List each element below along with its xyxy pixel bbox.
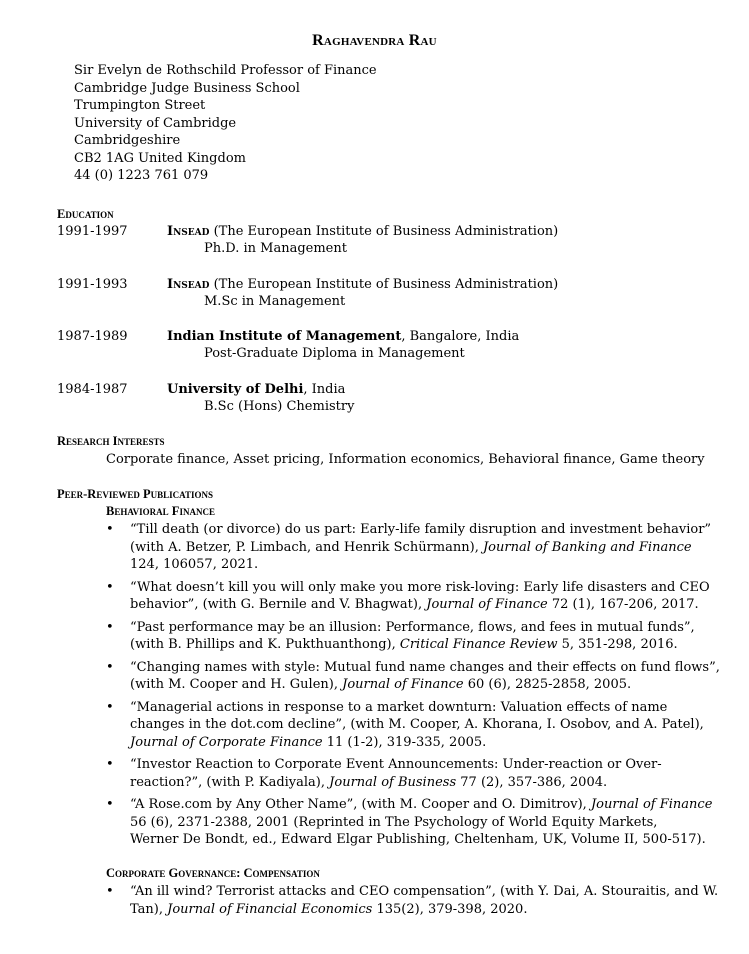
- bullet-icon: •: [106, 659, 114, 675]
- research-heading: Research Interests: [57, 434, 165, 448]
- pub-authors: reaction?”, (with P. Kadiyala),: [130, 774, 330, 790]
- pub-authors: changes in the dot.com decline”, (with M. Cooper, A. Khorana, I. Osobov, and A. Patel),: [130, 717, 704, 732]
- pub-journal: Journal of Financial Economics: [167, 901, 373, 917]
- list-item: [106, 659, 720, 694]
- bullet-icon: •: [106, 619, 114, 635]
- pub-details: 5, 351-298, 2016.: [557, 637, 678, 652]
- education-degree: B.Sc (Hons) Chemistry: [204, 399, 355, 414]
- corporate-governance-list: [106, 883, 719, 918]
- education-years: 1991-1997: [57, 224, 128, 239]
- bullet-icon: •: [106, 522, 114, 537]
- page-title: Raghavendra Rau: [312, 32, 437, 49]
- research-interests-text: Corporate finance, Asset pricing, Information economics, Behavioral finance, Game theory: [106, 452, 705, 467]
- pub-journal: Journal of Banking and Finance: [482, 539, 692, 555]
- pub-authors: behavior”, (with G. Bernile and V. Bhagwat),: [130, 597, 427, 612]
- education-entry: [57, 224, 697, 264]
- bullet-icon: •: [106, 579, 114, 595]
- pub-journal: Journal of Business: [329, 774, 457, 790]
- pub-journal: Journal of Finance: [342, 677, 464, 692]
- pub-journal: Journal of Corporate Finance: [130, 734, 323, 750]
- list-item: [106, 756, 706, 791]
- pub-details: Werner De Bondt, ed., Edward Elgar Publishing, Cheltenham, UK, Volume II, 500-517).: [130, 832, 706, 847]
- address-line: Sir Evelyn de Rothschild Professor of Finance: [74, 63, 377, 78]
- pub-details: 77 (2), 357-386, 2004.: [456, 774, 608, 790]
- institution-detail: , Bangalore, India: [401, 329, 520, 344]
- bullet-icon: •: [106, 699, 114, 715]
- corporate-governance-heading: Corporate Governance: Compensation: [106, 866, 320, 880]
- institution-detail: (The European Institute of Business Administration): [209, 224, 559, 239]
- education-institution: [167, 224, 558, 239]
- pub-journal: Journal of Finance: [426, 597, 548, 612]
- pub-details: 135(2), 379-398, 2020.: [372, 901, 528, 917]
- pub-title: “Investor Reaction to Corporate Event Announcements: Under-reaction or Over-: [130, 757, 662, 772]
- education-institution: [167, 329, 519, 344]
- list-item: [106, 619, 706, 654]
- institution-name: Insead: [167, 277, 210, 292]
- education-years: 1987-1989: [57, 329, 128, 344]
- pub-details: 124, 106057, 2021.: [130, 557, 259, 572]
- phone-number: 44 (0) 1223 761 079: [74, 168, 209, 183]
- pub-title: “Past performance may be an illusion: Performance, flows, and fees in mutual funds”,: [130, 619, 695, 635]
- education-entry: [57, 329, 697, 369]
- list-item: [106, 699, 706, 752]
- pub-title: “Changing names with style: Mutual fund name changes and their effects on fund flows”,: [130, 659, 720, 675]
- pub-details: 11 (1-2), 319-335, 2005.: [322, 734, 487, 750]
- behavioral-finance-list: [106, 521, 720, 849]
- list-item: [106, 521, 712, 574]
- pub-title: “What doesn’t kill you will only make you more risk-loving: Early life disasters and CEO: [130, 579, 710, 595]
- address-line: Cambridgeshire: [74, 133, 181, 148]
- institution-detail: (The European Institute of Business Administration): [209, 277, 559, 292]
- education-institution: [167, 277, 558, 292]
- education-heading: Education: [57, 207, 114, 221]
- pub-title: “An ill wind? Terrorist attacks and CEO compensation”, (with Y. Dai, A. Stouraitis, and W.: [130, 884, 719, 899]
- education-degree: Post-Graduate Diploma in Management: [204, 346, 465, 361]
- bullet-icon: •: [106, 757, 114, 772]
- pub-journal: Critical Finance Review: [399, 637, 558, 652]
- list-item: [106, 579, 710, 614]
- education-degree: M.Sc in Management: [204, 294, 346, 309]
- behavioral-finance-heading: Behavioral Finance: [106, 504, 215, 518]
- publications-heading: Peer-Reviewed Publications: [57, 487, 213, 501]
- pub-title: “A Rose.com by Any Other Name”, (with M. Cooper and O. Dimitrov),: [130, 797, 591, 812]
- pub-title: “Till death (or divorce) do us part: Early-life family disruption and investment behavior”: [130, 522, 712, 537]
- address-line: University of Cambridge: [74, 115, 237, 131]
- institution-name: Indian Institute of Management: [167, 329, 402, 344]
- pub-details: 56 (6), 2371-2388, 2001 (Reprinted in The Psychology of World Equity Markets,: [130, 814, 658, 830]
- bullet-icon: •: [106, 884, 114, 899]
- education-entry: [57, 277, 697, 317]
- address-block: [74, 62, 377, 185]
- pub-details: 60 (6), 2825-2858, 2005.: [463, 677, 632, 692]
- institution-name: Insead: [167, 224, 210, 239]
- education-institution: [167, 382, 345, 397]
- pub-authors: (with M. Cooper and H. Gulen),: [130, 677, 343, 692]
- education-years: 1991-1993: [57, 277, 128, 292]
- address-line: Cambridge Judge Business School: [74, 80, 300, 96]
- pub-title: “Managerial actions in response to a market downturn: Valuation effects of name: [130, 699, 668, 715]
- institution-detail: , India: [303, 382, 346, 397]
- education-years: 1984-1987: [57, 382, 128, 397]
- list-item: [106, 796, 713, 849]
- pub-journal: Journal of Finance: [590, 797, 713, 812]
- institution-name: University of Delhi: [167, 382, 304, 397]
- education-entry: [57, 382, 697, 422]
- pub-authors: Tan),: [130, 901, 168, 917]
- list-item: [106, 883, 719, 918]
- address-line: CB2 1AG United Kingdom: [74, 150, 246, 166]
- pub-details: 72 (1), 167-206, 2017.: [547, 597, 699, 612]
- address-line: Trumpington Street: [74, 98, 206, 113]
- pub-authors: (with A. Betzer, P. Limbach, and Henrik Schürmann),: [130, 539, 483, 555]
- bullet-icon: •: [106, 797, 114, 812]
- pub-authors: (with B. Phillips and K. Pukthuanthong),: [130, 637, 400, 652]
- education-degree: Ph.D. in Management: [204, 241, 347, 256]
